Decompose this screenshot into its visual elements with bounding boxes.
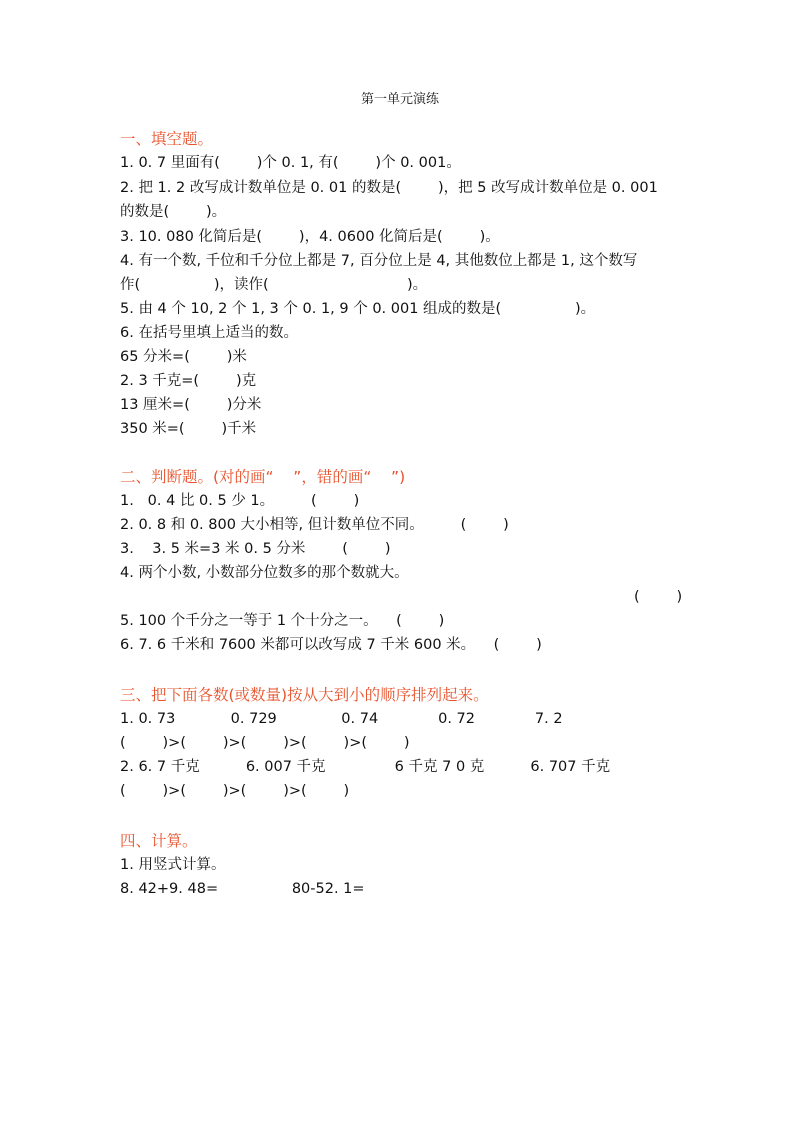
s1-line-9: 65 分米=( )米 bbox=[120, 349, 247, 365]
s1-line-11: 13 厘米=( )分米 bbox=[120, 397, 262, 413]
s2-line-2: 2. 0. 8 和 0. 800 大小相等, 但计数单位不同。 ( ) bbox=[120, 517, 509, 533]
s1-line-7: 5. 由 4 个 10, 2 个 1, 3 个 0. 1, 9 个 0. 001 组成的数是( )。 bbox=[120, 301, 596, 317]
s3-line-3: 2. 6. 7 千克 6. 007 千克 6 千克 7 0 克 6. 707 千克 bbox=[120, 759, 611, 775]
s4-line-2: 8. 42+9. 48= 80-52. 1= bbox=[120, 881, 365, 897]
s1-line-1: 1. 0. 7 里面有( )个 0. 1, 有( )个 0. 001。 bbox=[120, 155, 461, 171]
s1-line-12: 350 米=( )千米 bbox=[120, 421, 257, 437]
s1-line-5: 4. 有一个数, 千位和千分位上都是 7, 百分位上是 4, 其他数位上都是 1, 这个数写 bbox=[120, 253, 638, 269]
s1-line-3: 的数是( )。 bbox=[120, 204, 227, 220]
s2-line-4-bracket: ( ) bbox=[634, 589, 683, 605]
s2-line-3: 3. 3. 5 米=3 米 0. 5 分米 ( ) bbox=[120, 541, 391, 557]
section1-heading: 一、填空题。 bbox=[120, 130, 214, 148]
s2-line-1: 1. 0. 4 比 0. 5 少 1。 ( ) bbox=[120, 493, 360, 509]
s2-line-4: 4. 两个小数, 小数部分位数多的那个数就大。 bbox=[120, 565, 409, 581]
s2-line-6: 6. 7. 6 千米和 7600 米都可以改写成 7 千米 600 米。 ( ) bbox=[120, 637, 542, 653]
s2-line-5: 5. 100 个千分之一等于 1 个十分之一。 ( ) bbox=[120, 613, 445, 629]
s3-line-1: 1. 0. 73 0. 729 0. 74 0. 72 7. 2 bbox=[120, 711, 563, 727]
section3-heading: 三、把下面各数(或数量)按从大到小的顺序排列起来。 bbox=[120, 686, 489, 704]
s1-line-2: 2. 把 1. 2 改写成计数单位是 0. 01 的数是( )，把 5 改写成计数单位是 0. 001 bbox=[120, 180, 658, 196]
s1-line-8: 6. 在括号里填上适当的数。 bbox=[120, 325, 298, 341]
section2-heading: 二、判断题。(对的画“ ”，错的画“ ”) bbox=[120, 468, 406, 486]
s1-line-6: 作( )，读作( )。 bbox=[120, 277, 428, 293]
doc-title: 第一单元演练 bbox=[360, 92, 439, 107]
s1-line-4: 3. 10. 080 化简后是( )，4. 0600 化简后是( )。 bbox=[120, 229, 500, 245]
s3-line-2: ( )>( )>( )>( )>( ) bbox=[120, 735, 410, 751]
s3-line-4: ( )>( )>( )>( ) bbox=[120, 783, 350, 799]
section4-heading: 四、计算。 bbox=[120, 832, 198, 850]
s1-line-10: 2. 3 千克=( )克 bbox=[120, 373, 257, 389]
s4-line-1: 1. 用竖式计算。 bbox=[120, 857, 226, 873]
